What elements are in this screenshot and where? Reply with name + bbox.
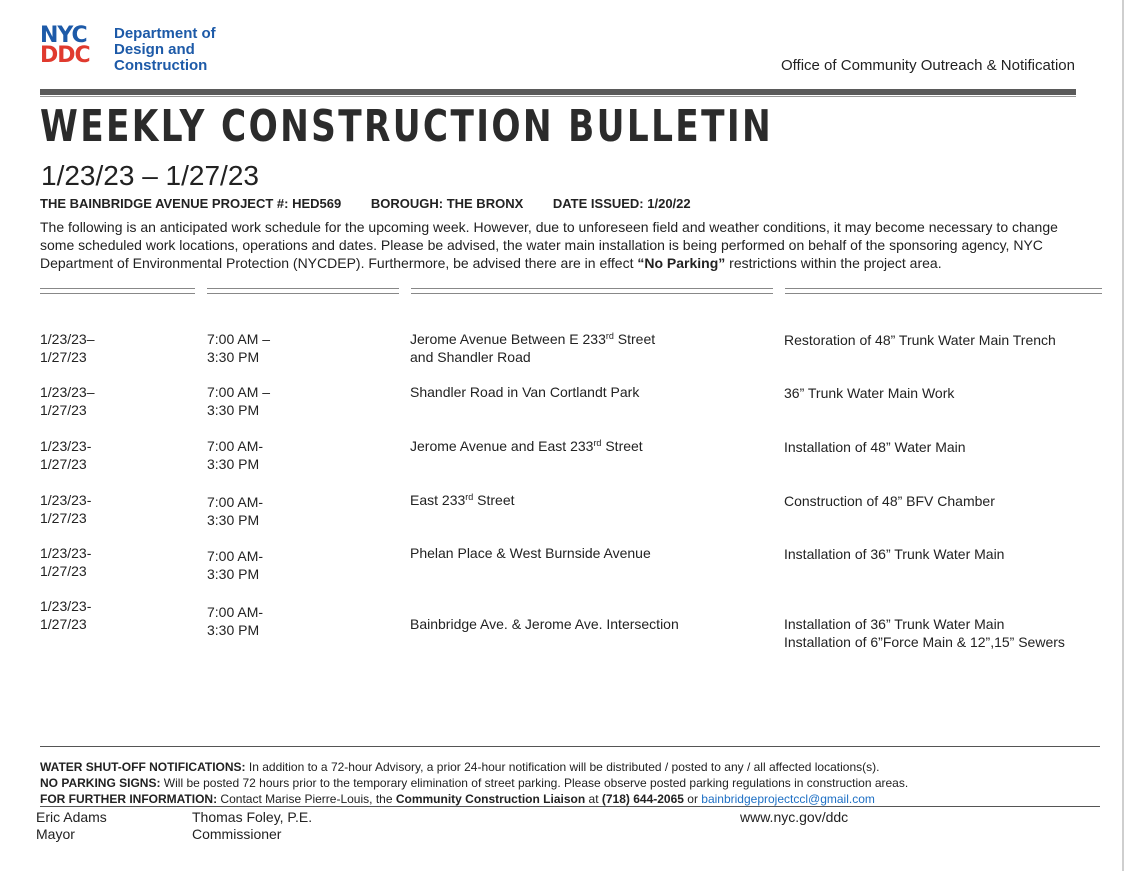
row-location bbox=[410, 437, 750, 455]
info-label: FOR FURTHER INFORMATION: bbox=[40, 792, 218, 806]
project-number: THE BAINBRIDGE AVENUE PROJECT #: HED569 bbox=[40, 196, 342, 211]
row-dates bbox=[40, 437, 180, 473]
start-date: 1/23/23- bbox=[40, 438, 92, 454]
department-name bbox=[114, 26, 216, 74]
end-time: 3:30 PM bbox=[207, 402, 260, 418]
footer-notes bbox=[40, 759, 908, 807]
start-date: 1/23/23- bbox=[40, 492, 92, 508]
shutoff-note bbox=[40, 759, 908, 775]
row-work bbox=[784, 331, 1114, 349]
location-text: East 233 bbox=[410, 492, 466, 508]
column-rule-date bbox=[40, 288, 195, 294]
location-line-2: and Shandler Road bbox=[410, 349, 531, 365]
start-time: 7:00 AM – bbox=[207, 384, 271, 400]
work-line-1: 36” Trunk Water Main Work bbox=[784, 385, 955, 401]
end-time: 3:30 PM bbox=[207, 622, 260, 638]
location-line-1 bbox=[410, 437, 750, 455]
commissioner-signature bbox=[192, 809, 312, 843]
liaison-email-link[interactable]: bainbridgeprojectccl@gmail.com bbox=[701, 792, 875, 806]
location-text: Bainbridge Ave. & Jerome Ave. Intersection bbox=[410, 616, 679, 632]
project-meta bbox=[40, 196, 717, 211]
row-location bbox=[410, 491, 750, 509]
location-text: Shandler Road in Van Cortlandt Park bbox=[410, 384, 640, 400]
work-line-1: Restoration of 48” Trunk Water Main Trench bbox=[784, 332, 1056, 348]
row-hours bbox=[207, 603, 367, 639]
row-hours bbox=[207, 547, 367, 583]
row-dates bbox=[40, 491, 180, 527]
mayor-title: Mayor bbox=[36, 826, 75, 842]
row-hours bbox=[207, 493, 367, 529]
end-date: 1/27/23 bbox=[40, 616, 87, 632]
row-hours bbox=[207, 383, 367, 419]
commissioner-title: Commissioner bbox=[192, 826, 282, 842]
work-line-1: Installation of 36” Trunk Water Main bbox=[784, 546, 1005, 562]
start-time: 7:00 AM- bbox=[207, 604, 264, 620]
column-rule-location bbox=[411, 288, 773, 294]
row-location bbox=[410, 615, 750, 633]
end-date: 1/27/23 bbox=[40, 402, 87, 418]
end-time: 3:30 PM bbox=[207, 566, 260, 582]
dept-line-3: Construction bbox=[114, 57, 208, 74]
end-time: 3:30 PM bbox=[207, 349, 260, 365]
start-time: 7:00 AM – bbox=[207, 331, 271, 347]
location-line-1 bbox=[410, 383, 750, 401]
page-edge bbox=[1122, 0, 1124, 871]
commissioner-name: Thomas Foley, P.E. bbox=[192, 809, 313, 825]
dept-line-2: Design and bbox=[114, 41, 195, 58]
liaison-phone: (718) 644-2065 bbox=[601, 792, 684, 806]
row-work bbox=[784, 384, 1114, 402]
location-text-end: Street bbox=[613, 331, 656, 347]
row-hours bbox=[207, 330, 367, 366]
ordinal-suffix: rd bbox=[605, 331, 614, 341]
row-hours bbox=[207, 437, 367, 473]
column-rule-work bbox=[785, 288, 1102, 294]
nyc-ddc-logo bbox=[40, 23, 216, 74]
end-time: 3:30 PM bbox=[207, 456, 260, 472]
ordinal-suffix: rd bbox=[593, 438, 602, 448]
logo-nyc: NYC bbox=[40, 23, 87, 48]
column-rule-time bbox=[207, 288, 399, 294]
header-rule-thin bbox=[40, 96, 1076, 97]
start-date: 1/23/23- bbox=[40, 545, 92, 561]
start-time: 7:00 AM- bbox=[207, 494, 264, 510]
footer-rule bbox=[40, 746, 1100, 747]
parking-text: Will be posted 72 hours prior to the temporary elimination of street parking. Please observe posted parking regulations in construction areas. bbox=[160, 776, 909, 790]
mayor-name: Eric Adams bbox=[36, 809, 107, 825]
bulletin-title: WEEKLY CONSTRUCTION BULLETIN bbox=[40, 101, 774, 152]
row-location bbox=[410, 544, 750, 562]
work-line-1: Installation of 48” Water Main bbox=[784, 439, 966, 455]
info-text-or: or bbox=[683, 792, 702, 806]
date-issued: DATE ISSUED: 1/20/22 bbox=[552, 196, 691, 211]
office-name: Office of Community Outreach & Notification bbox=[780, 57, 1075, 74]
row-work bbox=[784, 545, 1114, 563]
ordinal-suffix: rd bbox=[465, 492, 474, 502]
info-text: Contact Marise Pierre-Louis, the bbox=[217, 792, 396, 806]
start-date: 1/23/23- bbox=[40, 598, 92, 614]
row-work bbox=[784, 615, 1114, 651]
end-date: 1/27/23 bbox=[40, 456, 87, 472]
end-date: 1/27/23 bbox=[40, 349, 87, 365]
location-text: Jerome Avenue Between E 233 bbox=[410, 331, 606, 347]
shutoff-text: In addition to a 72-hour Advisory, a prior 24-hour notification will be distributed / posted to any / all affected locations(s). bbox=[245, 760, 880, 774]
start-time: 7:00 AM- bbox=[207, 548, 264, 564]
start-date: 1/23/23– bbox=[40, 331, 95, 347]
borough: BOROUGH: THE BRONX bbox=[370, 196, 524, 211]
row-work bbox=[784, 438, 1114, 456]
location-text: Jerome Avenue and East 233 bbox=[410, 438, 594, 454]
work-line-1: Construction of 48” BFV Chamber bbox=[784, 493, 995, 509]
location-line-1 bbox=[410, 615, 750, 633]
footer-rule-bottom bbox=[40, 806, 1100, 807]
end-time: 3:30 PM bbox=[207, 512, 260, 528]
start-time: 7:00 AM- bbox=[207, 438, 264, 454]
website-link[interactable]: www.nyc.gov/ddc bbox=[740, 809, 849, 825]
location-line-1 bbox=[410, 544, 750, 562]
date-range: 1/23/23 – 1/27/23 bbox=[41, 160, 259, 191]
end-date: 1/27/23 bbox=[40, 510, 87, 526]
no-parking-emphasis: “No Parking” bbox=[637, 255, 726, 271]
intro-text: The following is an anticipated work schedule for the upcoming week. However, due to unforeseen field and weather conditions, it may become necessary to change some scheduled work locations, operations and dates. Please be advised, the water main installation is being performed on behalf of the sponsoring agency, NYC Department of Environmental Protection (NYCDEP). Furthermore, be advised there are in effect bbox=[40, 219, 1058, 271]
info-text-at: at bbox=[585, 792, 602, 806]
liaison-role: Community Construction Liaison bbox=[395, 792, 586, 806]
shutoff-label: WATER SHUT-OFF NOTIFICATIONS: bbox=[40, 760, 246, 774]
row-work bbox=[784, 492, 1114, 510]
dept-line-1: Department of bbox=[114, 25, 216, 42]
row-location bbox=[410, 330, 750, 366]
row-dates bbox=[40, 544, 180, 580]
work-line-1: Installation of 36” Trunk Water Main bbox=[784, 616, 1005, 632]
location-text: Phelan Place & West Burnside Avenue bbox=[410, 545, 651, 561]
row-dates bbox=[40, 383, 180, 419]
logo-ddc: DDC bbox=[40, 43, 90, 68]
intro-text-end: restrictions within the project area. bbox=[725, 255, 942, 271]
mayor-signature bbox=[36, 809, 107, 843]
work-line-2: Installation of 6”Force Main & 12”,15” Sewers bbox=[784, 634, 1065, 650]
parking-label: NO PARKING SIGNS: bbox=[40, 776, 161, 790]
logo-mark bbox=[40, 23, 104, 68]
end-date: 1/27/23 bbox=[40, 563, 87, 579]
header-rule bbox=[40, 89, 1076, 95]
row-dates bbox=[40, 330, 180, 366]
location-text-end: Street bbox=[601, 438, 643, 454]
location-line-1 bbox=[410, 491, 750, 509]
location-line-1 bbox=[410, 330, 750, 348]
parking-note bbox=[40, 775, 908, 791]
info-note bbox=[40, 791, 908, 807]
start-date: 1/23/23– bbox=[40, 384, 95, 400]
row-dates bbox=[40, 597, 180, 633]
intro-paragraph bbox=[40, 218, 1080, 272]
row-location bbox=[410, 383, 750, 401]
location-text-end: Street bbox=[473, 492, 515, 508]
